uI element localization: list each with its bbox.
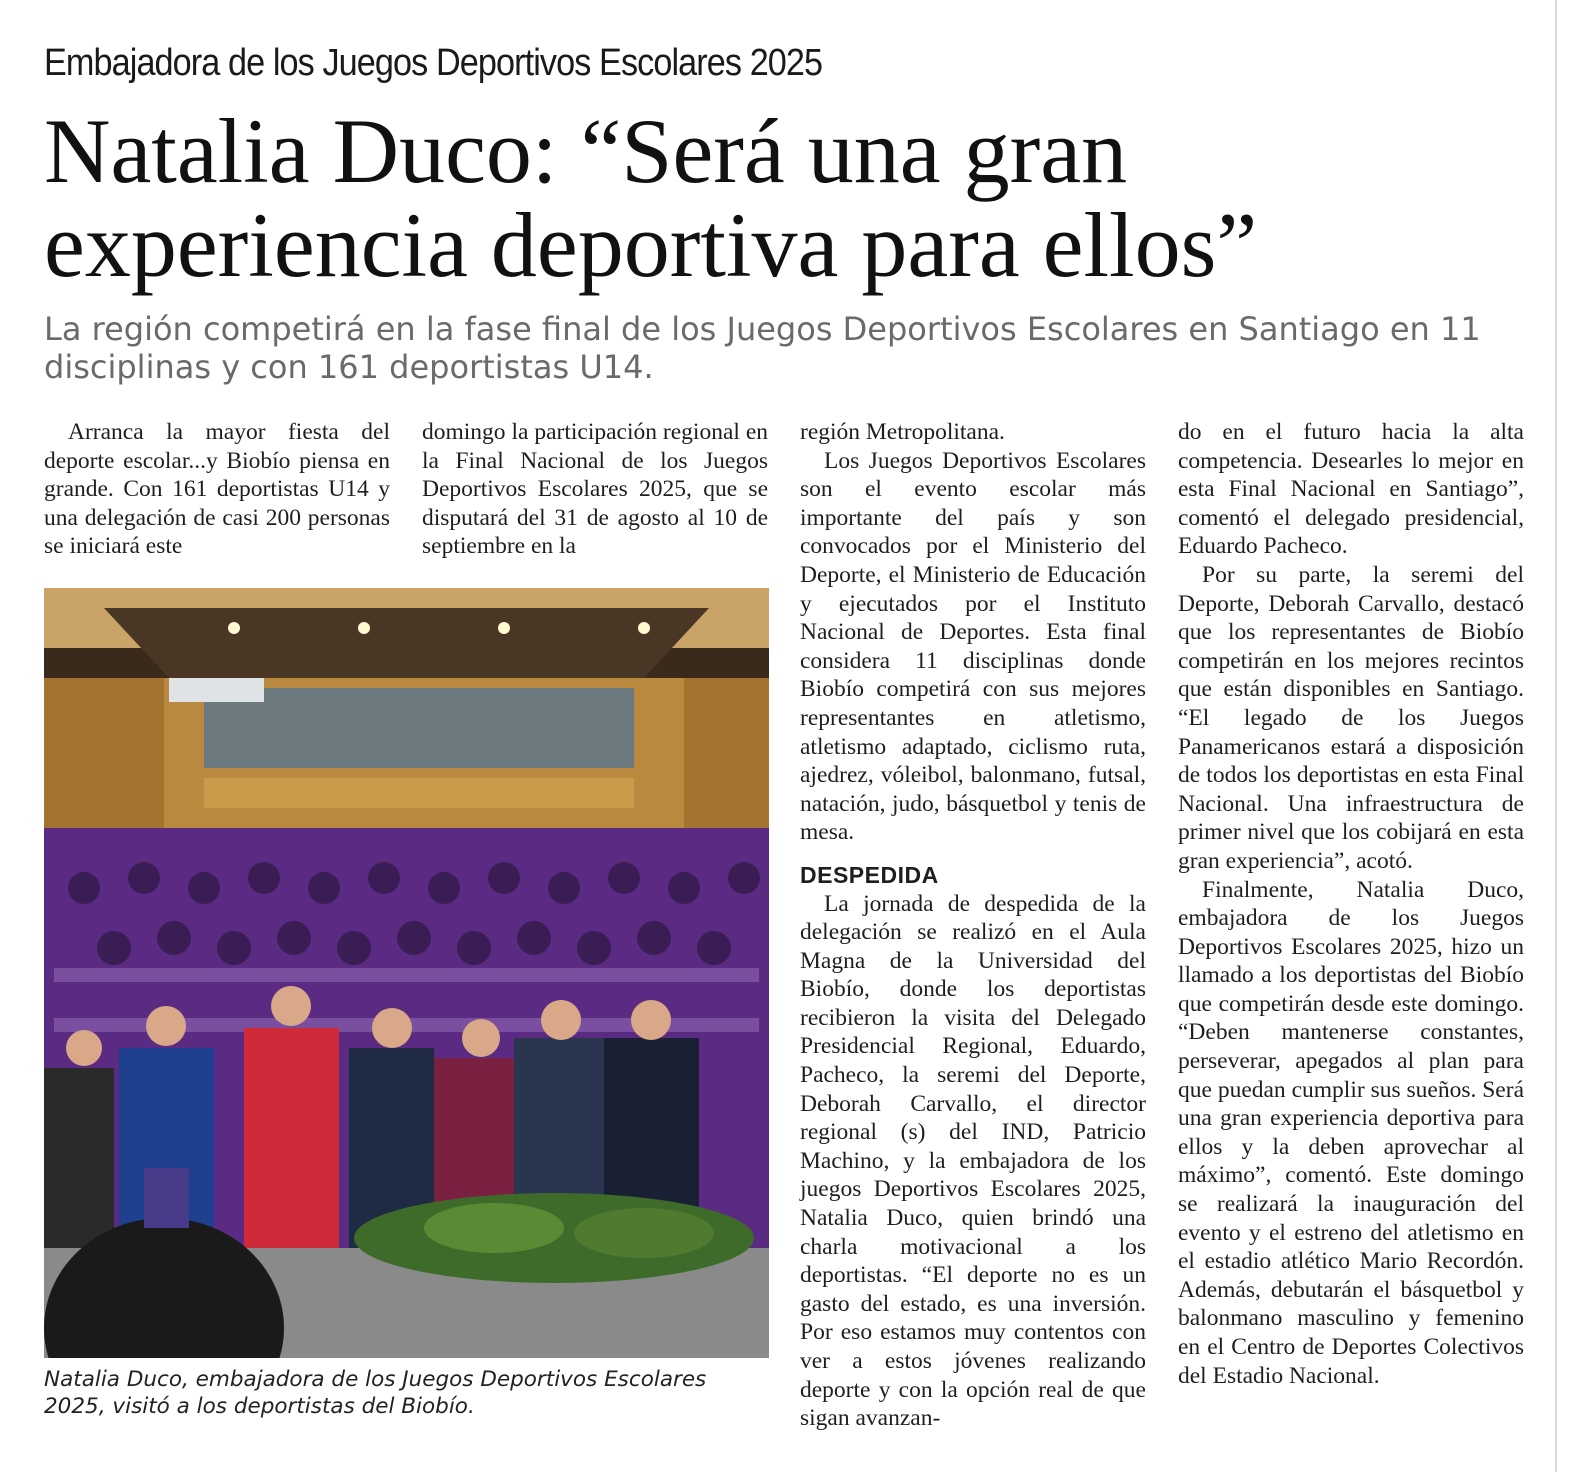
paragraph: do en el futuro hacia la alta competencia. Desearles lo mejor en esta Final Nacional en Santiago”, comentó el delegado presidencial, Eduardo Pacheco.: [1178, 419, 1524, 560]
paragraph: Arranca la mayor fiesta del deporte escolar...y Biobío piensa en grande. Con 161 deportistas U14 y una delegación de casi 200 personas se iniciará este: [44, 419, 390, 560]
paragraph: región Metropolitana.: [800, 419, 1005, 445]
headline-line-2: experiencia deportiva para ellos”: [44, 194, 1258, 296]
column-3: [800, 418, 1146, 1433]
paragraph: Finalmente, Natalia Duco, embajadora de los Juegos Deportivos Escolares 2025, hizo un llamado a los deportistas del Biobío que competirán desde este domingo. “Deben mantenerse constantes, perseverar, apegados al plan para que puedan cumplir sus sueños. Será una gran experiencia deportiva para ellos y la deben aprovechar al máximo”, comentó. Este domingo se realizará la inauguración del evento y el estreno del atletismo en el estadio atlético Mario Recordón. Además, debutarán el básquetbol y balonmano masculino y femenino en el Centro de Deportes Colectivos del Estadio Nacional.: [1178, 876, 1524, 1389]
headline: [44, 100, 1524, 296]
kicker: Embajadora de los Juegos Deportivos Escolares 2025: [44, 42, 823, 84]
headline-line-1: Natalia Duco: “Será una gran: [44, 100, 1128, 202]
paragraph: Por su parte, la seremi del Deporte, Deborah Carvallo, destacó que los representantes de Biobío competirán en los mejores recintos que están disponibles en Santiago. “El legado de los Juegos Panamericanos estará a disposición de todos los deportistas en esta Final Nacional. Una infraestructura de primer nivel que los cobijará en esta gran experiencia”, acotó.: [1178, 561, 1524, 874]
paragraph: domingo la participación regional en la Final Nacional de los Juegos Deportivos Escolares 2025, que se disputará del 31 de agosto al 10 de septiembre en la: [422, 419, 768, 560]
column-4: [1178, 418, 1524, 1390]
column-2: [422, 418, 768, 561]
page-edge-rule: [1555, 0, 1557, 1472]
photo-caption: Natalia Duco, embajadora de los Juegos Deportivos Escolares 2025, visitó a los deportistas del Biobío.: [44, 1367, 707, 1419]
section-subhead: DESPEDIDA: [800, 861, 939, 888]
auditorium-photo: [44, 588, 769, 1358]
deck: La región competirá en la fase final de los Juegos Deportivos Escolares en Santiago en 11 disciplinas y con 161 deportistas U14.: [44, 310, 1481, 386]
article-photo: [44, 588, 769, 1358]
column-1: [44, 418, 390, 561]
paragraph: La jornada de despedida de la delegación se realizó en el Aula Magna de la Universidad del Biobío, donde los deportistas recibieron la visita del Delegado Presidencial Regional, Eduardo, Pacheco, la seremi del Deporte, Deborah Carvallo, el director regional (s) del IND, Patricio Machino, y la embajadora de los juegos Deportivos Escolares 2025, Natalia Duco, quien brindó una charla motivacional a los deportistas. “El deporte no es un gasto del estado, es una inversión. Por eso estamos muy contentos con ver a estos jóvenes realizando deporte y con la opción real de que sigan avanzan-: [800, 890, 1146, 1432]
paragraph: Los Juegos Deportivos Escolares son el evento escolar más importante del país y son convocados por el Ministerio del Deporte, el Ministerio de Educación y ejecutados por el Instituto Nacional de Deportes. Esta final considera 11 disciplinas donde Biobío competirá con sus mejores representantes en atletismo, atletismo adaptado, ciclismo ruta, ajedrez, vóleibol, balonmano, futsal, natación, judo, básquetbol y tenis de mesa.: [800, 447, 1146, 846]
